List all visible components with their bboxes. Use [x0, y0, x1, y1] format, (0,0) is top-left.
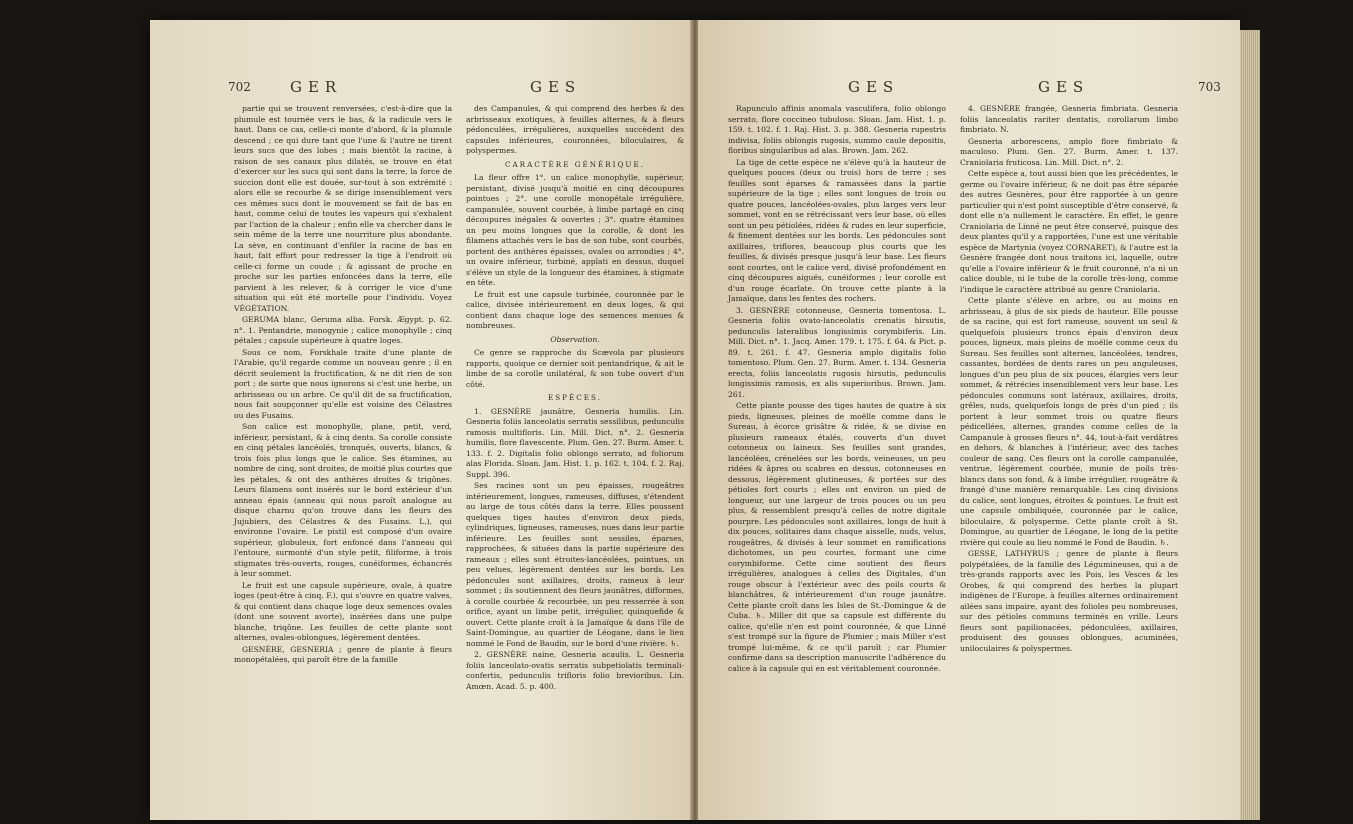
section-heading: Observation.	[550, 334, 600, 344]
right-column-1	[728, 104, 946, 675]
paragraph: Le fruit est une capsule supérieure, ovale, à quatre loges (peut-être à cinq. F.), qui s'ouvre en quatre valves, & qui contient dans chaque loge deux semences ovales (dont une souvent avorte), insérées dans une pulpe blanche, triqône. Les feuilles de cette plante sont alternes, ovales-oblongues, légèrement dentées.	[234, 580, 452, 642]
paragraph: GERUMA blanc, Geruma alba. Forsk. Ægypt. p. 62. n°. 1. Pentandrie, monogynie ; calice monophylle ; cinq pétales ; capsule supérieure à quatre loges.	[234, 315, 452, 345]
paragraph: Le fruit est une capsule turbinée, couronnée par le calice, divisée intérieurement en deux loges, & qui contient dans chaque loge des semences menues & nombreuses.	[466, 289, 684, 330]
paragraph: Ses racines sont un peu épaisses, rougeâtres intérieurement, longues, rameuses, diffuses, s'étendent au large de tous côtés dans la terre. Elles poussent quelques tiges hautes d'environ deux pieds, cylindriques, ligneuses, rameuses, nues dans leur partie inférieure. Les feuilles sont sessiles, éparses, rapprochées, & situées dans la partie supérieure des rameaux ; elles sont étroites-lancéolées, pointues, un peu velues, légèrement dentées sur les bords. Les pédoncules sont axillaires, droits, rameux à leur sommet ; ils soutiennent des fleurs jaunâtres, difformes, à corolle courbée & recourbée, un peu resserrée à son orifice, ayant un limbe petit, irrégulier, quinquefide & ouvert. Cette plante croît à la Jamaïque & dans l'île de Saint-Domingue, au quartier de Léogane, dans le lieu nommé le Fond de Baudin, sur le bord d'une rivière. ♄.	[466, 481, 684, 648]
paragraph: 2. GESNÈRE naine, Gesneria acaulis. L. Gesneria foliis lanceolato-ovatis serratis subpetiolatis terminali-confertis, pedunculis trifloris folio brevioribus. Lin. Amœn. Acad. 5. p. 400.	[466, 650, 684, 691]
paragraph: La tige de cette espèce ne s'élève qu'à la hauteur de quelques pouces (deux ou trois) hors de terre ; ses feuilles sont éparses & ramassées dans la partie supérieure de la tige ; elles sont longues de trois ou quatre pouces, lancéolées-ovales, plus larges vers leur sommet, vont en se rétrécissant vers leur base, où elles sont un peu pétiolées, ridées & rudes en leur superficie, & finement dentées sur les bords. Les pédoncules sont axillaires, triflores, beaucoup plus courts que les feuilles, & divisés presque jusqu'à leur base. Les fleurs sont courtes, ont le calice verd, divisé profondément en cinq découpures aiguës, cunéiformes ; leur corolle est d'un rouge écarlate. On trouve cette plante à la Jamaïque, dans les fentes des rochers.	[728, 157, 946, 303]
paragraph: 3. GESNÈRE cotonneuse, Gesneria tomentosa. L. Gesneria foliis ovato-lanceolatis crenatis hirsutis, pedunculis lateralibus longissimis corymbiferis. Lin. Mill. Dict. n°. 1. Jacq. Amer. 179. t. 175. f. 64. & Pict. p. 89. t. 261. f. 47. Gesneria amplo digitalis folio tomentoso. Plum. Gen. 27. Burm. Amer. t. 134. Gesneria erecta, foliis lanceolatis rugosis hirsutis, pedunculis longissimis ramosis, ex alis superioribus. Brown. Jam. 261.	[728, 305, 946, 399]
paragraph: GESSE, LATHYRUS ; genre de plante à fleurs polypétalées, de la famille des Légumineuses, qui a de très-grands rapports avec les Pois, les Vesces & les Orobes, & qui comprend des herbes la plupart indigènes de l'Europe, à feuilles alternes ordinairement ailées sans impaire, ayant des folioles peu nombreuses, sur des pétioles communs terminés en vrille. Leurs fleurs sont papilionacées, pédonculées, axillaires, produisent des gousses oblongues, acuminées, uniloculaires & polyspermes.	[960, 549, 1178, 653]
paragraph: Rapunculo affinis anomala vasculifera, folio oblongo serrato, flore coccineo tubuloso. Sloan. Jam. Hist. 1. p. 159. t. 102. f. 1. Raj. Hist. 3. p. 388. Gesneria rupestris indivisa, foliis oblongis rugosis, summo caule depositis, floribus singularibus ad alas. Brown. Jam. 262.	[728, 104, 946, 155]
running-head-right-2: GES	[1038, 78, 1090, 96]
paragraph: Cette espèce a, tout aussi bien que les précédentes, le germe ou l'ovaire inférieur, & ne doit pas être séparée des autres Gesnères, pour être rapportée à un genre particulier qui n'est point susceptible d'être conservé, & dont elle n'a nullement le caractère. En effet, le genre Craniolaria de Linné ne peut être conservé, puisque des deux plantes qu'il y a rapportées, l'une est une véritable espèce de Martynia (voyez CORNARET), & l'autre est la Gesnère frangée dont nous traitons ici, laquelle, outre qu'elle a l'ovaire inférieur & le fruit couronné, n'a ni un calice double, ni le tube de la corolle très-long, comme l'indique le caractère attribué au genre Craniolaria.	[960, 169, 1178, 294]
left-column-2	[466, 104, 684, 693]
paragraph: Cette plante s'élève en arbre, ou au moins en arbrisseau, à plus de six pieds de hauteur. Elle pousse de sa racine, qui est fort rameuse, souvent un seul & quelquefois plusieurs troncs épais d'environ deux pouces, ligneux, mais pleins de moëlle comme ceux du Sureau. Ses feuilles sont alternes, lancéolées, tendres, cassantes, bordées de dents rares un peu anguleuses, longues d'un peu plus de six pouces, élargies vers leur sommet, & rétrécies insensiblement vers leur base. Les pédoncules communs sont latéraux, axillaires, droits, grêles, nuds, quelquefois longs de près d'un pied ; ils portent à leur sommet trois ou quatre fleurs pédicellées, alternes, grandes comme celles de la Campanule à grosses fleurs n°. 44, tout-à-fait verdâtres en dehors, & blanches à l'intérieur, avec des taches couleur de sang. Ces fleurs ont la corolle campanulée, ventrue, légèrement courbée, munie de poils très-blancs dans son fond, & à limbe irrégulier, rougeâtre & frangé d'une manière remarquable. Les cinq divisions du calice, sont longues, étroites & pointues. Le fruit est une capsule ombiliquée, couronnée par le calice, biloculaire, & polysperme. Cette plante croît à St. Domingue, au quartier de Léogane, le long de la petite rivière qui coule au lieu nommé le Fond de Baudin. ♄.	[960, 296, 1178, 547]
page-number-left: 702	[228, 80, 251, 94]
left-page	[150, 20, 692, 820]
page-edges	[1240, 30, 1260, 820]
left-column-1	[234, 104, 452, 667]
open-book	[150, 20, 1240, 820]
paragraph: Son calice est monophylle, plane, petit, verd, inférieur, persistant, & à cinq dents. Sa corolle consiste en cinq pétales lancéolés, tronqués, ouverts, blancs, & trois fois plus longs que le calice. Ses étamines, au nombre de cinq, sont droites, de moitié plus courtes que les pétales, & ont des anthères droites & trigônes. Leurs filamens sont insérés sur le bord extérieur d'un anneau épais (anneau qui nous paroît analogue au disque charnu qu'on trouve dans les fleurs des Jujubiers, des Célastres & des Fusains. L.), qui environne l'ovaire. Le pistil est composé d'un ovaire supérieur, globuleux, fort enfoncé dans l'anneau qui l'entoure, surmonté d'un style petit, filiforme, à trois stigmates très-ouverts, rouges, cunéiformes, échancrés à leur sommet.	[234, 422, 452, 578]
right-column-2	[960, 104, 1178, 655]
paragraph: Gesneria arborescens, amplo flore fimbriato & maculoso. Plum. Gen. 27. Burm. Amer. t. 137. Craniolaria fruticosa. Lin. Mill. Dict. n°. 2.	[960, 136, 1178, 167]
section-heading: CARACTÈRE GÉNÉRIQUE.	[504, 159, 646, 169]
running-head-left-2: GES	[530, 78, 582, 96]
paragraph: Ce genre se rapproche du Scævola par plusieurs rapports, quoique ce dernier soit pentandrique, & ait le limbe de sa corolle unilatéral, & son tube ouvert d'un côté.	[466, 348, 684, 389]
paragraph: 1. GESNÈRE jaunâtre, Gesneria humilis. Lin. Gesneria foliis lanceolatis serratis sessilibus, pedunculis ramosis multifloris. Lin. Mill. Dict. n°. 2. Gesneria humilis, flore flavescente. Plum. Gen. 27. Burm. Amer. t. 133. f. 2. Digitalis folio oblongo serrato, ad foliorum alas Florida. Sloan. Jam. Hist. 1. p. 162. t. 104. f. 2. Raj. Suppl. 396.	[466, 406, 684, 479]
right-page	[698, 20, 1240, 820]
paragraph: GESNÈRE, GESNERIA ; genre de plante à fleurs monopétalées, qui paroît être de la famille	[234, 644, 452, 664]
paragraph: des Campanules, & qui comprend des herbes & des arbrisseaux exotiques, à feuilles alternes, & à fleurs pédonculées, irrégulières, auxquelles succèdent des capsules inférieures, couronnées, biloculaires, & polyspermes.	[466, 104, 684, 155]
paragraph: Cette plante pousse des tiges hautes de quatre à six pieds, ligneuses, pleines de moëlle comme dans le Sureau, à écorce grisâtre & ridée, & se divise en plusieurs rameaux étalés, couverts d'un duvet cotonneux ou laineux. Ses feuilles sont grandes, lancéolées, crénelées sur les bords, veineuses, un peu ridées & âpres ou scabres en dessus, cotonneuses en dessous, légèrement glutineuses, & portées sur des pétioles fort courts ; elles ont environ un pied de longueur, sur une largeur de trois pouces ou un peu plus, & ressemblent presqu'à celles de notre digitale pourpre. Les pédoncules sont axillaires, longs de huit à dix pouces, solitaires dans chaque aisselle, nuds, velus, rougeâtres, & divisés à leur sommet en ramifications dichotomes, un peu courtes, formant une cime corymbiforme. Cette cime soutient des fleurs irrégulières, analogues à celles des Digitales, d'un rouge obscur à l'extérieur avec des poils courts & blanchâtres, & intérieurement d'un rouge jaunâtre. Cette plante croît dans les Isles de St.-Domingue & de Cuba. ♄. Miller dit que sa capsule est différente du calice, qu'elle n'en est point couronnée, & que Linné s'est trompé sur la figure de Plumier ; mais Miller s'est trompé lui-même, & ce qu'il paroît ; car Plumier confirme dans sa description manuscrite l'adhérence du calice à la capsule qui en est véritablement couronnée.	[728, 401, 946, 673]
paragraph: partie qui se trouvent renversées, c'est-à-dire que la plumule est tournée vers le bas, & la radicule vers le haut. Dans ce cas, celle-ci monte d'abord, & la plumule descend ; ce qui dure tant que l'une & l'autre ne tirent leurs sucs que des lobes ; mais bientôt la racine, à raison de ses canaux plus dilatés, se trouve en état d'exercer sur les sucs qui sont dans la terre, la force de succion dont elle est douée, sur-tout à son extrémité : alors elle se recourbe & se dirige insensiblement vers ces mêmes sucs dont le mouvement se fait de bas en haut, comme celui de toutes les vapeurs qui s'exhalent par l'action de la chaleur ; enfin elle va chercher dans le sein même de la terre une nourriture plus abondante. La sève, en continuant d'enfiler la racine de bas en haut, fait effort pour redresser la tige à l'endroit où celle-ci forme un coude ; & agissant de proche en proche sur les parties enfoncées dans la terre, elle parvient à les relever, & à corriger le vice d'une situation qui eût été mortelle pour l'individu. Voyez VÉGÉTATION.	[234, 104, 452, 313]
paragraph: La fleur offre 1°. un calice monophylle, supérieur, persistant, divisé jusqu'à moitié en cinq découpures pointues ; 2°. une corolle monopétale irrégulière, campanulée, souvent courbée, à limbe partagé en cinq découpures inégales & ouvertes ; 3°. quatre étamines un peu moins longues que la corolle, & dont les filamens attachés vers le bas de son tube, sont courbés, portent des anthères épaisses, ovales ou arrondies ; 4°. un ovaire inférieur, turbiné, applati en dessus, duquel s'élève un style de la longueur des étamines, à stigmate en tête.	[466, 173, 684, 287]
running-head-left-1: GER	[290, 78, 343, 96]
running-head-right-1: GES	[848, 78, 900, 96]
paragraph: Sous ce nom, Forskhale traite d'une plante de l'Arabie, qu'il regarde comme un nouveau genre ; il en décrit seulement la fructification, & ne dit rien de son port ; de sorte que nous ignorons si c'est une herbe, un arbrisseau ou un arbre. Ce qu'il dit de sa fructification, nous fait soupçonner qu'elle est voisine des Célastres ou des Fusains.	[234, 347, 452, 420]
section-heading: ESPÈCES.	[548, 393, 602, 402]
page-number-right: 703	[1198, 80, 1221, 94]
paragraph: 4. GESNÈRE frangée, Gesneria fimbriata. Gesneria foliis lanceolatis rariter dentatis, corollarum limbo fimbriato. N.	[960, 104, 1178, 134]
